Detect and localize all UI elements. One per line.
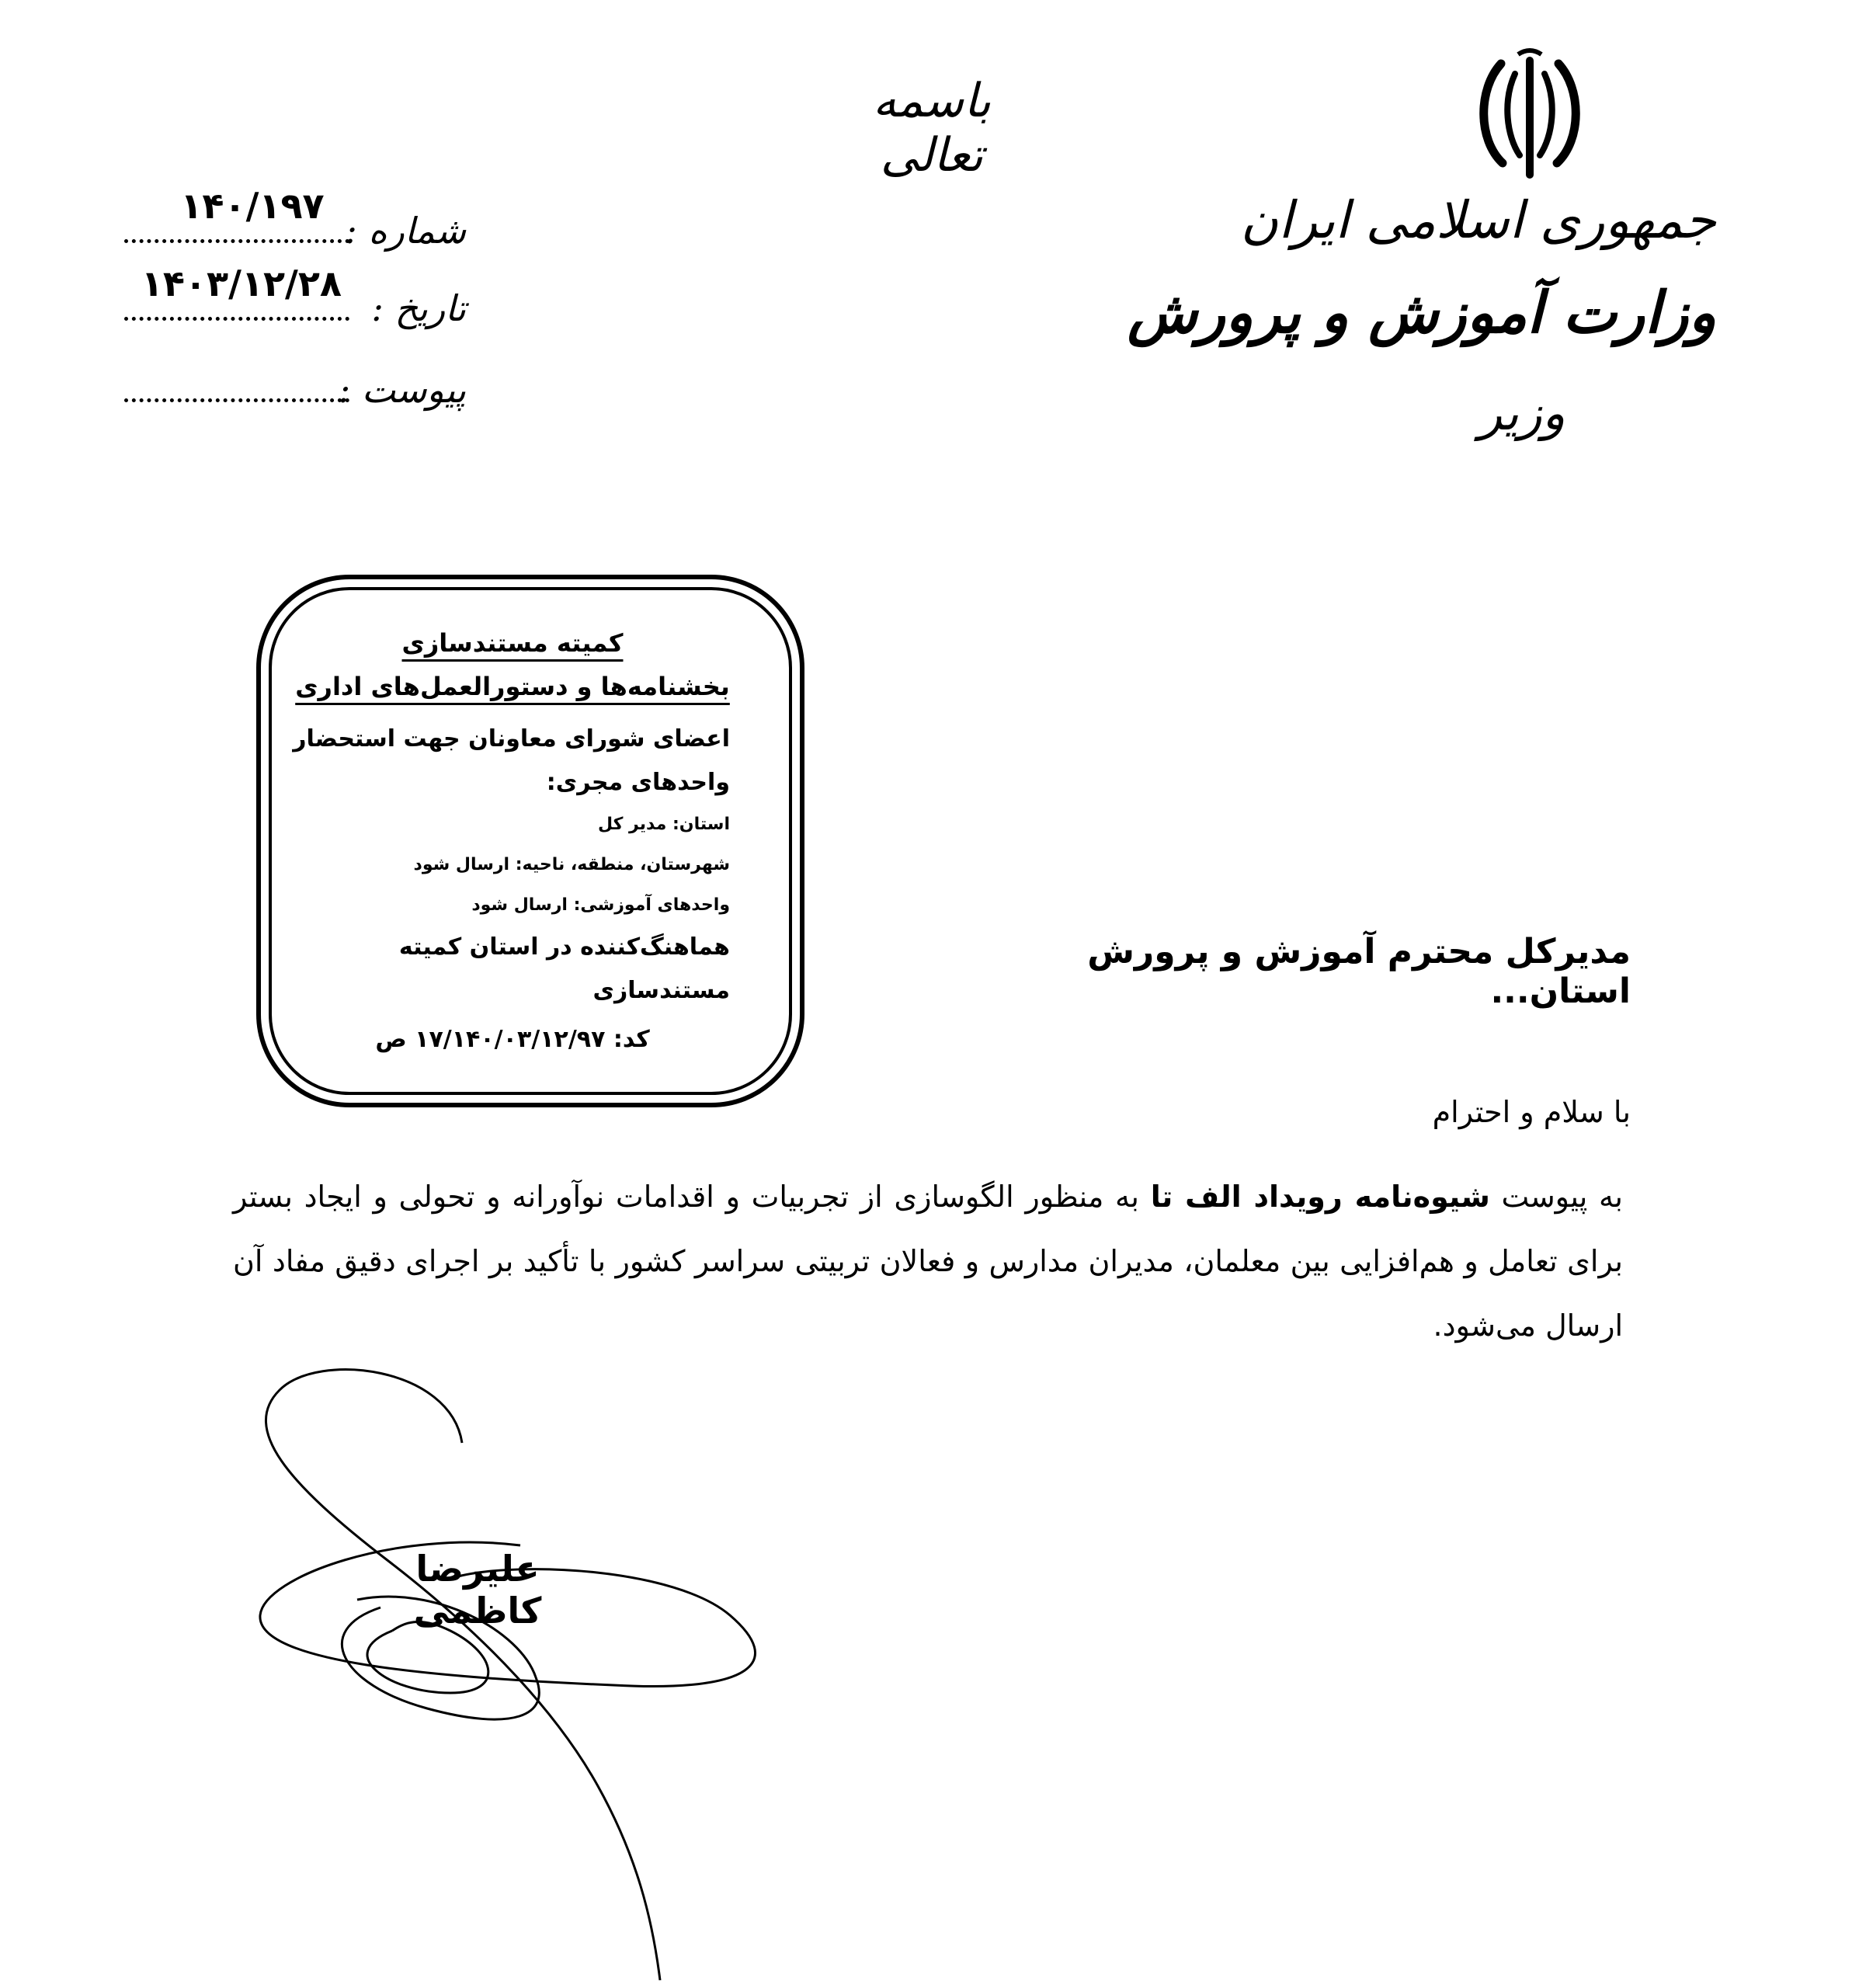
date-label: تاریخ : — [371, 287, 466, 329]
signature-scribble — [194, 1351, 893, 1988]
stamp-title-1: کمیته مستندسازی — [401, 628, 624, 658]
stamp-schools: واحدهای آموزشی: ارسال شود — [471, 895, 730, 915]
number-label: شماره : — [345, 210, 466, 252]
stamp-code: کد: ۱۷/۱۴۰/۰۳/۱۲/۹۷ ص — [375, 1026, 650, 1053]
date-dotted-line — [124, 317, 349, 321]
number-value: ۱۴۰/۱۹۷ — [180, 185, 325, 227]
committee-stamp — [280, 621, 745, 1067]
addressee: مدیرکل محترم آموزش و پرورش استان... — [1087, 932, 1631, 1011]
stamp-title-2: بخشنامه‌ها و دستورالعمل‌های اداری — [295, 672, 730, 701]
stamp-members: اعضای شورای معاونان جهت استحضار — [293, 725, 730, 752]
stamp-units: واحدهای مجری: — [546, 769, 730, 796]
letterhead-country: جمهوری اسلامی ایران — [1240, 190, 1716, 250]
attachment-label: پیوست : — [338, 369, 466, 411]
greeting: با سلام و احترام — [1432, 1095, 1631, 1129]
stamp-county: شهرستان، منطقه، ناحیه: ارسال شود — [413, 855, 730, 874]
letterhead-title: وزیر — [1479, 384, 1565, 441]
body-part-1: به پیوست — [1489, 1180, 1624, 1214]
letter-body — [233, 1165, 1623, 1358]
basmala: باسمه تعالی — [872, 74, 992, 182]
stamp-province: استان: مدیر کل — [597, 815, 730, 834]
body-bold-title: شیوه‌نامه رویداد الف تا — [1150, 1180, 1490, 1214]
attachment-dotted-line — [124, 398, 349, 402]
number-field — [116, 185, 466, 264]
letterhead-ministry: وزارت آموزش و پرورش — [1127, 280, 1716, 346]
number-dotted-line — [124, 239, 349, 243]
stamp-coordinator: هماهنگ‌کننده در استان کمیته مستندسازی — [398, 933, 730, 1004]
signer-name: علیرضا کاظمی — [413, 1548, 542, 1632]
attachment-field — [116, 369, 466, 423]
date-value: ۱۴۰۳/۱۲/۲۸ — [141, 262, 342, 304]
body-part-2: به منظور الگوسازی از تجربیات و اقدامات نوآورانه و تحولی و ایجاد بستر برای تعامل و هم‌افزایی بین معلمان، مدیران مدارس و فعالان تربیتی سراسر کشور با تأکید بر اجرای دقیق مفاد آن ارسال می‌شود. — [233, 1180, 1623, 1343]
date-field — [116, 262, 466, 342]
emblem-icon — [1472, 47, 1588, 182]
